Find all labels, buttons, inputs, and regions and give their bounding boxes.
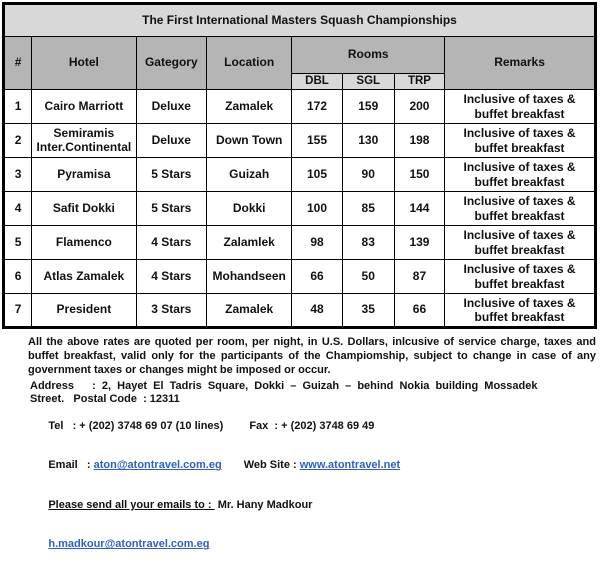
col-header-rooms: Rooms: [292, 37, 445, 74]
rate-sgl: 90: [342, 158, 394, 192]
col-header-remarks: Remarks: [445, 37, 596, 90]
rate-dbl: 98: [292, 226, 342, 260]
table-row: [4, 260, 596, 294]
rate-trp: 198: [394, 124, 444, 158]
contact-block: [30, 380, 596, 565]
rate-dbl: 48: [292, 294, 342, 328]
row-remarks: Inclusive of taxes & buffet breakfast: [445, 192, 596, 226]
email-link[interactable]: aton@atontravel.com.eg: [93, 459, 222, 472]
rates-disclaimer: All the above rates are quoted per room, per night, in U.S. Dollars, inlcusive of service charge, taxes and buffet breakfast, valid only for the participants of the Champiomship, subject to change in case of any government taxes or changes might be imposed or occur.: [28, 336, 596, 377]
col-header-num: #: [4, 37, 32, 90]
row-remarks: Inclusive of taxes & buffet breakfast: [445, 260, 596, 294]
tel-text: Tel : + (202) 3748 69 07 (10 lines): [48, 419, 224, 432]
rate-dbl: 155: [292, 124, 342, 158]
contact-person-name: Mr. Hany Madkour: [214, 498, 313, 511]
rate-trp: 144: [394, 192, 444, 226]
send-emails-label: Please send all your emails to :: [48, 498, 215, 511]
rate-sgl: 83: [342, 226, 394, 260]
hotel-rates-table: [2, 2, 597, 329]
rate-trp: 200: [394, 90, 444, 124]
address-line-1: Address : 2, Hayet El Tadris Square, Dokki – Guizah – behind Nokia building Mossadek: [30, 380, 538, 393]
email-label: Email :: [48, 459, 94, 472]
table-row: [4, 124, 596, 158]
hotel-name: Semiramis Inter.Continental: [32, 124, 137, 158]
hotel-name: Pyramisa: [32, 158, 137, 192]
col-header-trp: TRP: [394, 74, 444, 90]
hotel-category: 5 Stars: [136, 192, 206, 226]
website-label: Web Site :: [243, 459, 300, 472]
table-row: [4, 90, 596, 124]
col-header-dbl: DBL: [292, 74, 342, 90]
table-row: [4, 158, 596, 192]
website-link[interactable]: www.atontravel.net: [299, 459, 401, 472]
hotel-name: Flamenco: [32, 226, 137, 260]
table-title: The First International Masters Squash Championships: [4, 4, 596, 37]
hotel-category: 4 Stars: [136, 260, 206, 294]
hotel-category: Deluxe: [136, 90, 206, 124]
rate-sgl: 50: [342, 260, 394, 294]
hotel-name: Cairo Marriott: [32, 90, 137, 124]
hotel-location: Mohandseen: [206, 260, 291, 294]
row-remarks: Inclusive of taxes & buffet breakfast: [445, 124, 596, 158]
rate-sgl: 130: [342, 124, 394, 158]
row-remarks: Inclusive of taxes & buffet breakfast: [445, 294, 596, 328]
row-num: 3: [4, 158, 32, 192]
send-emails-line: [30, 486, 596, 526]
col-header-location: Location: [206, 37, 291, 90]
hotel-location: Dokki: [206, 192, 291, 226]
table-row: [4, 226, 596, 260]
col-header-hotel: Hotel: [32, 37, 137, 90]
rate-trp: 150: [394, 158, 444, 192]
fax-text: Fax : + (202) 3748 69 49: [249, 419, 375, 432]
row-num: 5: [4, 226, 32, 260]
rate-sgl: 159: [342, 90, 394, 124]
col-header-sgl: SGL: [342, 74, 394, 90]
hotel-category: Deluxe: [136, 124, 206, 158]
rate-dbl: 105: [292, 158, 342, 192]
table-row: [4, 294, 596, 328]
row-num: 4: [4, 192, 32, 226]
hotel-location: Down Town: [206, 124, 291, 158]
rate-trp: 66: [394, 294, 444, 328]
table-row: [4, 192, 596, 226]
hotel-location: Zamalek: [206, 90, 291, 124]
row-num: 6: [4, 260, 32, 294]
rate-sgl: 35: [342, 294, 394, 328]
rate-dbl: 66: [292, 260, 342, 294]
rate-dbl: 172: [292, 90, 342, 124]
hotel-location: Zamalek: [206, 294, 291, 328]
personal-email-line: [30, 525, 596, 565]
email-line: [30, 446, 596, 486]
rate-trp: 139: [394, 226, 444, 260]
hotel-category: 5 Stars: [136, 158, 206, 192]
hotel-name: Atlas Zamalek: [32, 260, 137, 294]
hotel-location: Zalamlek: [206, 226, 291, 260]
row-num: 1: [4, 90, 32, 124]
row-num: 2: [4, 124, 32, 158]
hotel-name: President: [32, 294, 137, 328]
rate-sgl: 85: [342, 192, 394, 226]
col-header-category: Gategory: [136, 37, 206, 90]
address-line-2: Street. Postal Code : 12311: [30, 393, 180, 406]
hotel-category: 4 Stars: [136, 226, 206, 260]
row-remarks: Inclusive of taxes & buffet breakfast: [445, 226, 596, 260]
tel-fax-line: [30, 407, 596, 447]
hotel-location: Guizah: [206, 158, 291, 192]
rate-dbl: 100: [292, 192, 342, 226]
row-num: 7: [4, 294, 32, 328]
hotel-category: 3 Stars: [136, 294, 206, 328]
row-remarks: Inclusive of taxes & buffet breakfast: [445, 158, 596, 192]
rate-trp: 87: [394, 260, 444, 294]
row-remarks: Inclusive of taxes & buffet breakfast: [445, 90, 596, 124]
document-page: [0, 2, 600, 551]
personal-email-link[interactable]: h.madkour@atontravel.com.eg: [48, 538, 210, 551]
hotel-name: Safit Dokki: [32, 192, 137, 226]
